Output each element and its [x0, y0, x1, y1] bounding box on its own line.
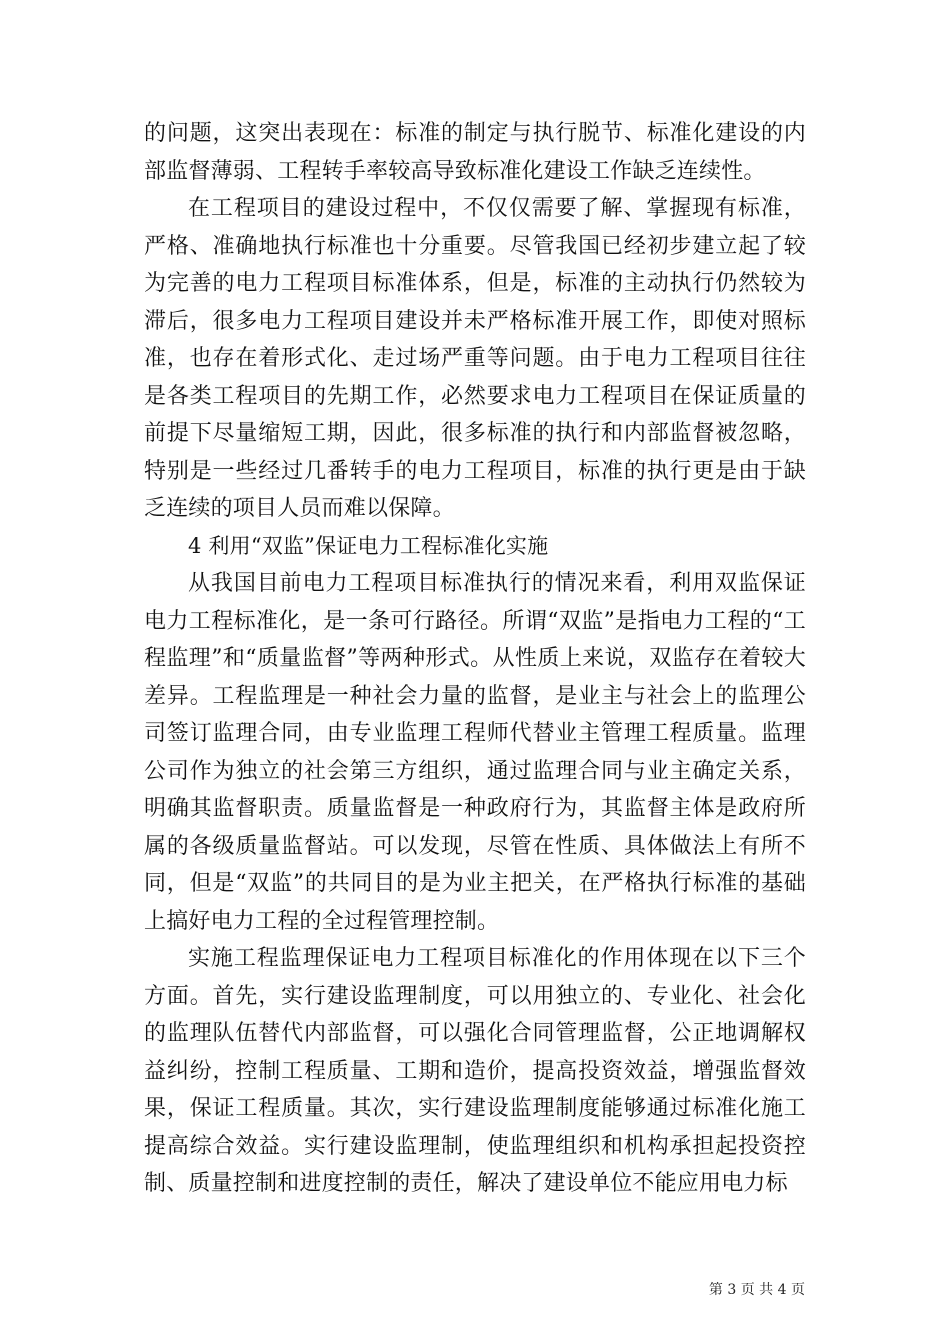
document-body: [144, 115, 806, 1203]
paragraph-standard-execution: 在工程项目的建设过程中，不仅仅需要了解、掌握现有标准，严格、准确地执行标准也十分重要。尽管我国已经初步建立起了较为完善的电力工程项目标准体系，但是，标准的主动执行仍然较为滞后，很多电力工程项目建设并未严格标准开展工作，即使对照标准，也存在着形式化、走过场严重等问题。由于电力工程项目往往是各类工程项目的先期工作，必然要求电力工程项目在保证质量的前提下尽量缩短工期，因此，很多标准的执行和内部监督被忽略，特别是一些经过几番转手的电力工程项目，标准的执行更是由于缺乏连续的项目人员而难以保障。: [144, 196, 806, 521]
paragraph-continuation: 的问题，这突出表现在：标准的制定与执行脱节、标准化建设的内部监督薄弱、工程转手率较高导致标准化建设工作缺乏连续性。: [144, 121, 806, 184]
paragraph-supervision-effects: 实施工程监理保证电力工程项目标准化的作用体现在以下三个方面。首先，实行建设监理制度，可以用独立的、专业化、社会化的监理队伍替代内部监督，可以强化合同管理监督，公正地调解权益纠纷，控制工程质量、工期和造价，提高投资效益，增强监督效果，保证工程质量。其次，实行建设监理制度能够通过标准化施工提高综合效益。实行建设监理制，使监理组织和机构承担起投资控制、质量控制和进度控制的责任，解决了建设单位不能应用电力标: [144, 946, 806, 1196]
section-heading: 4 利用“双监”保证电力工程标准化实施: [188, 533, 549, 558]
page-number: 第 3 页 共 4 页: [708, 1282, 805, 1298]
paragraph-dual-supervision: 从我国目前电力工程项目标准执行的情况来看，利用双监保证电力工程标准化，是一条可行路径。所谓“双监”是指电力工程的“工程监理”和“质量监督”等两种形式。从性质上来说，双监存在着较大差异。工程监理是一种社会力量的监督，是业主与社会上的监理公司签订监理合同，由专业监理工程师代替业主管理工程质量。监理公司作为独立的社会第三方组织，通过监理合同与业主确定关系，明确其监督职责。质量监督是一种政府行为，其监督主体是政府所属的各级质量监督站。可以发现，尽管在性质、具体做法上有所不同，但是“双监”的共同目的是为业主把关，在严格执行标准的基础上搞好电力工程的全过程管理控制。: [144, 571, 806, 934]
